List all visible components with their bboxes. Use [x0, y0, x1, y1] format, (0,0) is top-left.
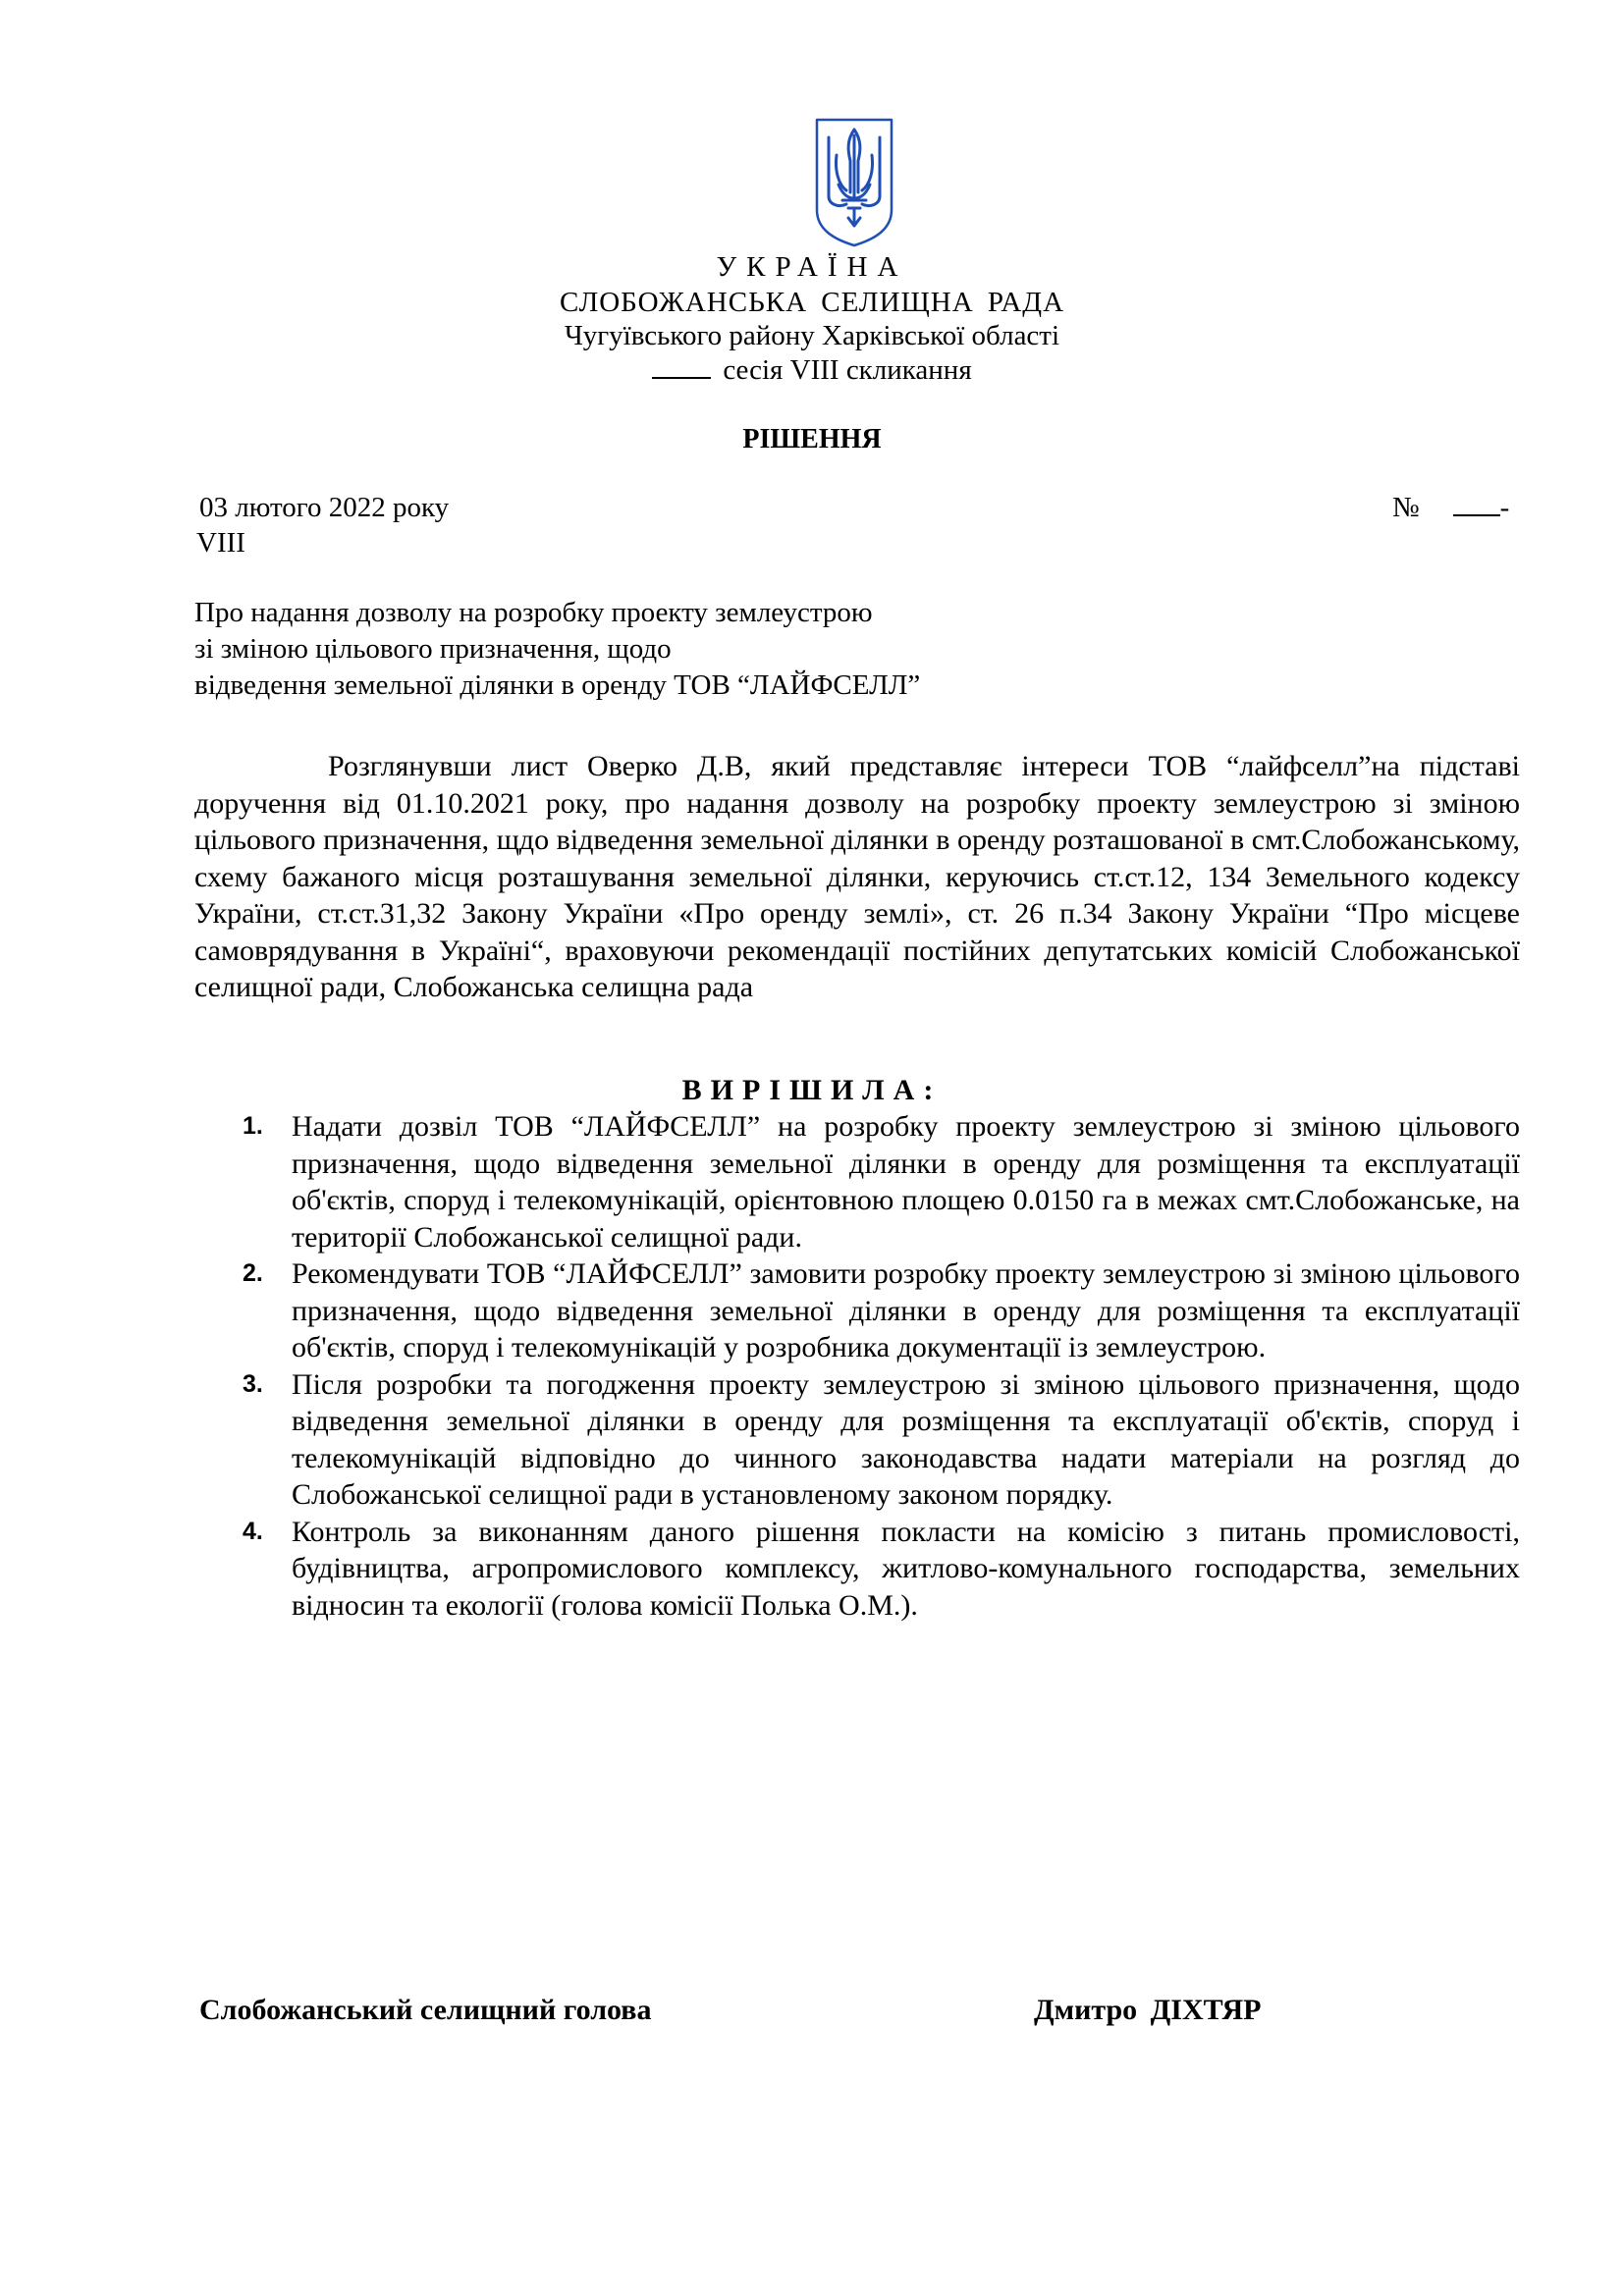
item-number: 3. [243, 1369, 263, 1398]
signatory-name: Дмитро ДІХТЯР [1034, 1994, 1262, 2026]
decision-title: РІШЕННЯ [742, 424, 882, 454]
council-name: СЛОБОЖАНСЬКА СЕЛИЩНА РАДА [559, 287, 1065, 318]
item-text: Надати дозвіл ТОВ “ЛАЙФСЕЛЛ” на розробку проекту землеустрою зі зміною цільового призначення, щодо відведення земельної ділянки в оренду для розміщення та експлуатації об'єктів, споруд і телекомунікацій, орієнтовною площею 0.0150 га в межах смт.Слобожанське, на території Слобожанської селищної ради. [292, 1110, 1520, 1254]
subject-line: відведення земельної ділянки в оренду ТОВ “ЛАЙФСЕЛЛ” [194, 669, 921, 701]
decision-date: 03 лютого 2022 року [199, 492, 450, 523]
session-number-blank [652, 353, 711, 379]
item-number: 1. [243, 1112, 263, 1140]
subject-line: зі зміною цільового призначення, щодо [194, 633, 672, 665]
subject-line: Про надання дозволу на розробку проекту землеустрою [194, 597, 873, 628]
decision-item [243, 1366, 1520, 1514]
number-label: № [1392, 492, 1420, 523]
resolved-heading: ВИРІШИЛА: [681, 1074, 943, 1106]
item-number: 4. [243, 1517, 263, 1545]
session-text: сесія VIII скликання [723, 354, 972, 386]
item-text: Після розробки та погодження проекту землеустрою зі зміною цільового призначення, щодо відведення земельної ділянки в оренду для розміщення та експлуатації об'єктів, споруд і телекомунікацій відповідно до чинного законодавства надати матеріали на розгляд до Слобожанської селищної ради в установленому законом порядку. [292, 1367, 1520, 1511]
decision-item [243, 1514, 1520, 1625]
session-line [0, 352, 1624, 388]
district-name: Чугуївського району Харківської області [564, 320, 1060, 351]
coat-of-arms-icon [813, 116, 895, 249]
preamble-paragraph: Розглянувши лист Оверко Д.В, який представляє інтереси ТОВ “лайфселл”на підставі доручення від 01.10.2021 року, про надання дозволу на розробку проекту землеустрою зі зміною цільового призначення, щдо відведення земельної ділянки в оренду розташованої в смт.Слобожанському, схему бажаного місця розташування земельної ділянки, керуючись ст.ст.12, 134 Земельного кодексу України, ст.ст.31,32 Закону України «Про оренду землі», ст. 26 п.34 Закону України “Про місцеве самоврядування в Україні“, враховуючи рекомендації постійних депутатських комісій Слобожанської селищної ради, Слобожанська селищна рада [194, 750, 1520, 1003]
decision-item [243, 1108, 1520, 1255]
item-text: Контроль за виконанням даного рішення покласти на комісію з питань промисловості, будівництва, агропромислового комплексу, житлово-комунального господарства, земельних відносин та екології (голова комісії Полька О.М.). [292, 1515, 1520, 1622]
number-suffix: - [1499, 492, 1510, 523]
signatory-title: Слобожанський селищний голова [199, 1994, 652, 2026]
decision-subject [194, 595, 920, 704]
decision-number [1392, 490, 1509, 525]
item-text: Рекомендувати ТОВ “ЛАЙФСЕЛЛ” замовити розробку проекту землеустрою зі зміною цільового призначення, щодо відведення земельної ділянки в оренду для розміщення та експлуатації об'єктів, споруд і телекомунікацій у розробника документації із землеустрою. [292, 1257, 1520, 1363]
convocation-suffix: VIII [196, 527, 245, 559]
decision-items [243, 1108, 1520, 1624]
item-number: 2. [243, 1259, 263, 1287]
country-name: УКРАЇНА [716, 251, 908, 283]
number-blank [1453, 491, 1500, 516]
decision-item [243, 1255, 1520, 1366]
